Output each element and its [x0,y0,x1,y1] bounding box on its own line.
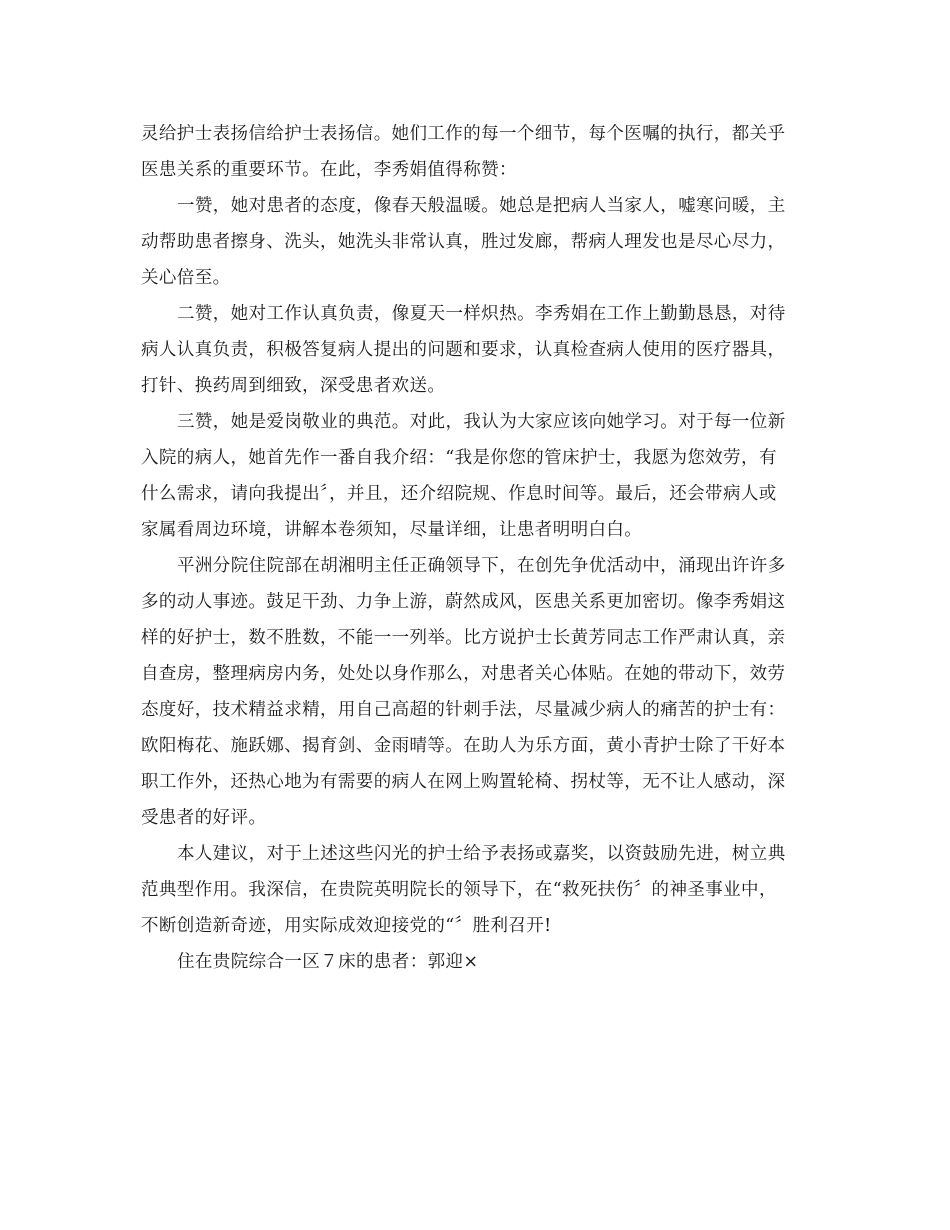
text-line: 自查房，整理病房内务，处处以身作那么，对患者关心体贴。在她的带动下，效劳 [141,664,786,684]
text-line: 一赞，她对患者的态度，像春天般温暖。她总是把病人当家人，嘘寒问暖，主 [177,196,786,216]
text-line: 病人认真负责，积极答复病人提出的问题和要求，认真检查病人使用的医疗器具， [141,340,786,360]
text-line: 多的动人事迹。鼓足干劲、力争上游，蔚然成风，医患关系更加密切。像李秀娟这 [141,592,786,612]
text-line: 范典型作用。我深信，在贵院英明院长的领导下，在“救死扶伤〞的神圣事业中， [141,880,777,900]
text-line: 动帮助患者擦身、洗头，她洗头非常认真，胜过发廊，帮病人理发也是尽心尽力， [141,232,786,252]
text-line: 平洲分院住院部在胡湘明主任正确领导下，在创先争优活动中，涌现出许许多 [177,556,786,576]
text-line: 关心倍至。 [141,268,231,288]
text-line: 打针、换药周到细致，深受患者欢送。 [141,376,446,396]
text-line: 三赞，她是爱岗敬业的典范。对此，我认为大家应该向她学习。对于每一位新 [177,412,786,432]
paragraph-intro [141,116,813,188]
text-line: 入院的病人，她首先作一番自我介绍：“我是你您的管床护士，我愿为您效劳，有 [141,448,777,468]
paragraph-first-praise [141,188,813,296]
text-line: 什么需求，请向我提出〞，并且，还介绍院规、作息时间等。最后，还会带病人或 [141,484,777,504]
text-line: 灵给护士表扬信给护士表扬信。她们工作的每一个细节，每个医嘱的执行，都关乎 [141,124,786,144]
text-line: 住在贵院综合一区７床的患者：郭迎× [177,952,479,972]
text-line: 样的好护士，数不胜数，不能一一列举。比方说护士长黄芳同志工作严肃认真，亲 [141,628,786,648]
paragraph-second-praise [141,296,813,404]
letter-body [141,116,813,980]
text-line: 二赞，她对工作认真负责，像夏天一样炽热。李秀娟在工作上勤勤恳恳，对待 [177,304,786,324]
text-line: 态度好，技术精益求精，用自己高超的针刺手法，尽量减少病人的痛苦的护士有： [141,700,786,720]
paragraph-department-achievements [141,548,813,836]
signature-line [141,944,813,980]
text-line: 职工作外，还热心地为有需要的病人在网上购置轮椅、拐杖等，无不让人感动，深 [141,772,786,792]
text-line: 受患者的好评。 [141,808,267,828]
text-line: 不断创造新奇迹，用实际成效迎接党的“〞胜利召开! [141,916,552,936]
text-line: 医患关系的重要环节。在此，李秀娟值得称赞： [141,160,517,180]
text-line: 欧阳梅花、施跃娜、揭育剑、金雨晴等。在助人为乐方面，黄小青护士除了干好本 [141,736,786,756]
paragraph-third-praise [141,404,813,548]
text-line: 家属看周边环境，讲解本卷须知，尽量详细，让患者明明白白。 [141,520,643,540]
paragraph-recommendation [141,836,813,944]
text-line: 本人建议，对于上述这些闪光的护士给予表扬或嘉奖，以资鼓励先进，树立典 [177,844,786,864]
